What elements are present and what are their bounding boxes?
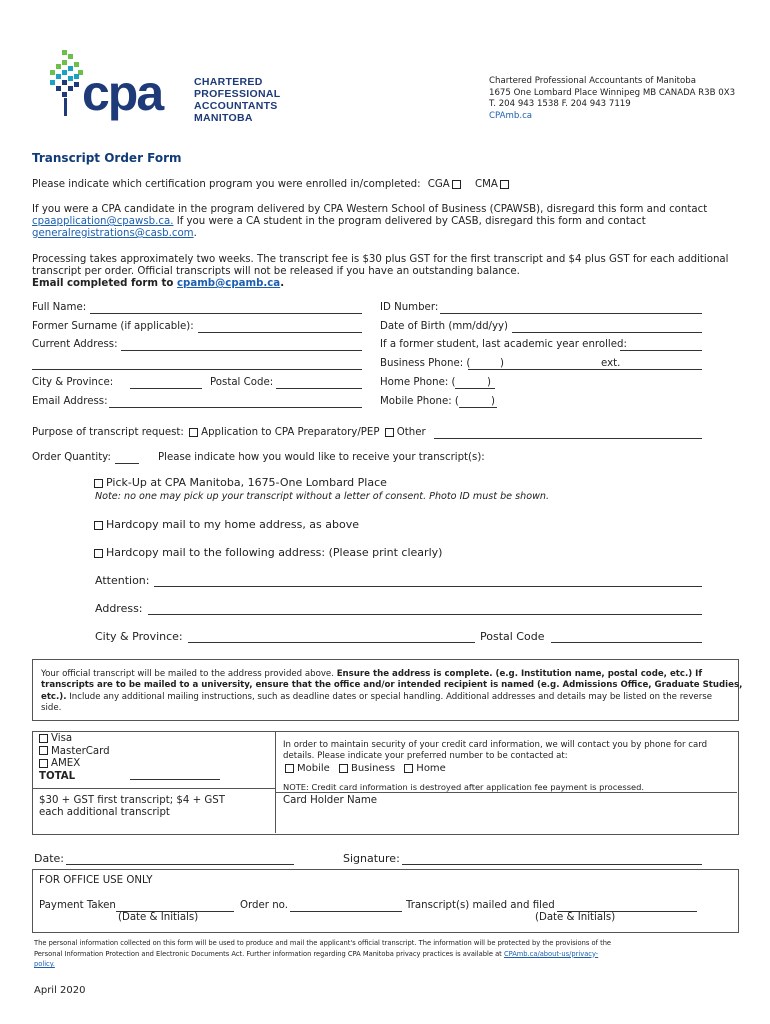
cma-label: CMA xyxy=(475,179,498,190)
hardcopy-home-checkbox[interactable] xyxy=(94,521,103,530)
mail-postal-field[interactable] xyxy=(551,630,702,643)
pickup-checkbox[interactable] xyxy=(94,479,103,488)
cpa-note-2: If you were a CA student in the program delivered by CASB, disregard this form and contact xyxy=(176,216,646,227)
cpamb-email-link[interactable]: cpamb@cpamb.ca xyxy=(176,278,281,289)
visa-checkbox[interactable] xyxy=(39,734,48,743)
notice-p2: transcripts are to be mailed to a university, ensure that the office and/or intended recipient is named (e.g. Admissions Office, Graduate Studies, xyxy=(41,680,743,691)
city-province-field[interactable] xyxy=(130,377,202,389)
cma-checkbox[interactable] xyxy=(500,180,509,189)
cpa-wordmark: cpa xyxy=(82,65,163,121)
privacy-link-cont[interactable]: policy. xyxy=(34,960,55,968)
id-number-field[interactable] xyxy=(440,302,702,314)
postal-code-field[interactable] xyxy=(276,377,362,389)
total-field[interactable] xyxy=(130,768,220,780)
order-quantity-field[interactable] xyxy=(115,452,139,464)
cpa-logo xyxy=(48,48,298,138)
former-student-field[interactable] xyxy=(620,339,702,351)
current-address-field-2[interactable] xyxy=(32,358,362,370)
fee-line-1: $30 + GST first transcript; $4 + GST xyxy=(39,795,225,806)
order-no-field[interactable] xyxy=(290,900,402,912)
org-website[interactable]: CPAmb.ca xyxy=(489,110,533,121)
sign-date-label: Date: xyxy=(34,852,64,865)
notice-p1: Your official transcript will be mailed to the address provided above. xyxy=(41,669,334,679)
contact-home-label: Home xyxy=(416,763,446,774)
mail-city-field[interactable] xyxy=(188,630,475,643)
logo-line-1: CHARTERED xyxy=(194,76,263,88)
signature-field[interactable] xyxy=(402,852,702,865)
cga-label: CGA xyxy=(427,179,450,190)
fee-line-2: each additional transcript xyxy=(39,807,170,818)
purpose-pep-label: Application to CPA Preparatory/PEP xyxy=(201,427,380,438)
mailed-filed-label: Transcript(s) mailed and filed xyxy=(406,900,555,911)
current-address-label: Current Address: xyxy=(32,339,118,350)
business-phone-paren: ) xyxy=(500,358,504,369)
mobile-phone-paren: ) xyxy=(491,396,495,407)
home-phone-label: Home Phone: ( xyxy=(380,377,456,388)
purpose-other-checkbox[interactable] xyxy=(385,428,394,437)
id-number-label: ID Number: xyxy=(380,302,439,313)
notice-p1-bold: Ensure the address is complete. (e.g. Institution name, postal code, etc.) If xyxy=(336,669,703,679)
hardcopy-home-label: Hardcopy mail to my home address, as above xyxy=(106,518,360,531)
receive-method-label: Please indicate how you would like to receive your transcript(s): xyxy=(158,452,485,463)
mail-address-field[interactable] xyxy=(148,602,702,615)
privacy-link[interactable]: CPAmb.ca/about-us/privacy- xyxy=(503,949,599,958)
org-address: 1675 One Lombard Place Winnipeg MB CANADA R3B 0X3 xyxy=(489,87,736,98)
processing-note-1: Processing takes approximately two weeks. The transcript fee is $30 plus GST for the first transcript and $4 plus GST for each additional xyxy=(32,254,729,265)
payment-taken-label: Payment Taken xyxy=(39,900,116,911)
mailed-filed-hint: (Date & Initials) xyxy=(535,912,616,923)
notice-p3-bold: etc.). xyxy=(41,691,67,702)
purpose-other-label: Other xyxy=(396,427,426,438)
hardcopy-other-label: Hardcopy mail to the following address: (Please print clearly) xyxy=(106,546,443,559)
total-label: TOTAL xyxy=(39,770,76,782)
dob-field[interactable] xyxy=(512,321,702,333)
mail-city-label: City & Province: xyxy=(95,630,183,643)
privacy-line-2: Personal Information Protection and Electronic Documents Act. Further information regarding CPA Manitoba privacy practices is available at xyxy=(34,949,502,958)
ext-label: ext. xyxy=(601,358,621,369)
casb-email-link[interactable]: generalregistrations@casb.com xyxy=(32,228,194,239)
city-province-label: City & Province: xyxy=(32,377,114,388)
pickup-note: Note: no one may pick up your transcript without a letter of consent. Photo ID must be shown. xyxy=(95,491,550,502)
current-address-field[interactable] xyxy=(121,339,362,351)
notice-p4: side. xyxy=(41,702,62,713)
business-phone-label: Business Phone: ( xyxy=(380,358,471,369)
full-name-label: Full Name: xyxy=(32,302,87,313)
attention-label: Attention: xyxy=(95,574,150,587)
org-name: Chartered Professional Accountants of Manitoba xyxy=(489,76,696,86)
cpa-note-1: If you were a CPA candidate in the program delivered by CPA Western School of Business (CPAWSB), disregard this form and contact xyxy=(32,204,708,215)
notice-p3: Include any additional mailing instructions, such as deadline dates or special handling. Additional addresses and details may be listed on the reverse xyxy=(69,691,712,702)
mobile-phone-label: Mobile Phone: ( xyxy=(380,396,459,407)
hardcopy-other-checkbox[interactable] xyxy=(94,549,103,558)
email-address-field[interactable] xyxy=(109,396,362,408)
purpose-label: Purpose of transcript request: xyxy=(32,427,184,438)
form-title: Transcript Order Form xyxy=(32,151,182,165)
program-question: Please indicate which certification program you were enrolled in/completed: xyxy=(32,179,421,190)
processing-note-2: transcript per order. Official transcripts will not be released if you have an outstanding balance. xyxy=(32,266,520,277)
postal-code-label: Postal Code: xyxy=(210,377,274,388)
former-surname-label: Former Surname (if applicable): xyxy=(32,321,194,332)
mailing-notice xyxy=(41,669,742,714)
dob-label: Date of Birth (mm/dd/yy) xyxy=(380,321,508,332)
attention-field[interactable] xyxy=(154,574,702,587)
privacy-notice xyxy=(34,938,611,970)
purpose-pep-checkbox[interactable] xyxy=(189,428,198,437)
payment-taken-hint: (Date & Initials) xyxy=(118,912,199,923)
security-line-2: details. Please indicate your preferred number to be contacted at: xyxy=(283,751,568,761)
purpose-other-field[interactable] xyxy=(434,427,702,439)
payment-taken-field[interactable] xyxy=(116,900,234,912)
contact-mobile-label: Mobile xyxy=(297,763,330,774)
email-address-label: Email Address: xyxy=(32,396,108,407)
order-quantity-label: Order Quantity: xyxy=(32,452,111,463)
mailed-filed-field[interactable] xyxy=(557,900,697,912)
sign-date-field[interactable] xyxy=(66,852,294,865)
full-name-field[interactable] xyxy=(90,302,362,314)
former-student-label: If a former student, last academic year enrolled: xyxy=(380,339,627,350)
privacy-line-1: The personal information collected on this form will be used to produce and mail the applicant's official transcript. The information will be protected by the provisions of the xyxy=(34,939,612,947)
card-holder-label: Card Holder Name xyxy=(283,795,378,806)
office-use-title: FOR OFFICE USE ONLY xyxy=(39,875,153,886)
logo-line-2: PROFESSIONAL xyxy=(194,88,281,100)
mail-address-label: Address: xyxy=(95,602,143,615)
security-line-1: In order to maintain security of your credit card information, we will contact you by phone for card xyxy=(283,740,708,750)
amex-checkbox[interactable] xyxy=(39,759,48,768)
former-surname-field[interactable] xyxy=(198,321,362,333)
mastercard-checkbox[interactable] xyxy=(39,746,48,755)
form-date: April 2020 xyxy=(34,985,86,996)
email-label: Email completed form to xyxy=(32,278,174,289)
visa-label: Visa xyxy=(51,733,73,744)
order-no-label: Order no. xyxy=(240,900,288,911)
mastercard-label: MasterCard xyxy=(51,745,110,757)
contact-home-checkbox[interactable] xyxy=(404,764,413,773)
org-phone: T. 204 943 1538 F. 204 943 7119 xyxy=(489,99,631,109)
signature-label: Signature: xyxy=(343,852,400,865)
logo-line-3: ACCOUNTANTS xyxy=(194,100,278,112)
card-note: NOTE: Credit card information is destroyed after application fee payment is processed. xyxy=(283,782,645,792)
pickup-label: Pick-Up at CPA Manitoba, 1675-One Lombard Place xyxy=(106,476,387,489)
contact-business-label: Business xyxy=(351,763,396,774)
contact-business-checkbox[interactable] xyxy=(339,764,348,773)
contact-mobile-checkbox[interactable] xyxy=(285,764,294,773)
logo-line-4: MANITOBA xyxy=(194,112,253,124)
amex-label: AMEX xyxy=(51,758,81,769)
home-phone-paren: ) xyxy=(487,377,491,388)
cga-checkbox[interactable] xyxy=(452,180,461,189)
org-contact xyxy=(489,76,735,122)
cpawsb-email-link[interactable]: cpaapplication@cpawsb.ca. xyxy=(32,216,174,227)
mail-postal-label: Postal Code xyxy=(480,630,545,643)
